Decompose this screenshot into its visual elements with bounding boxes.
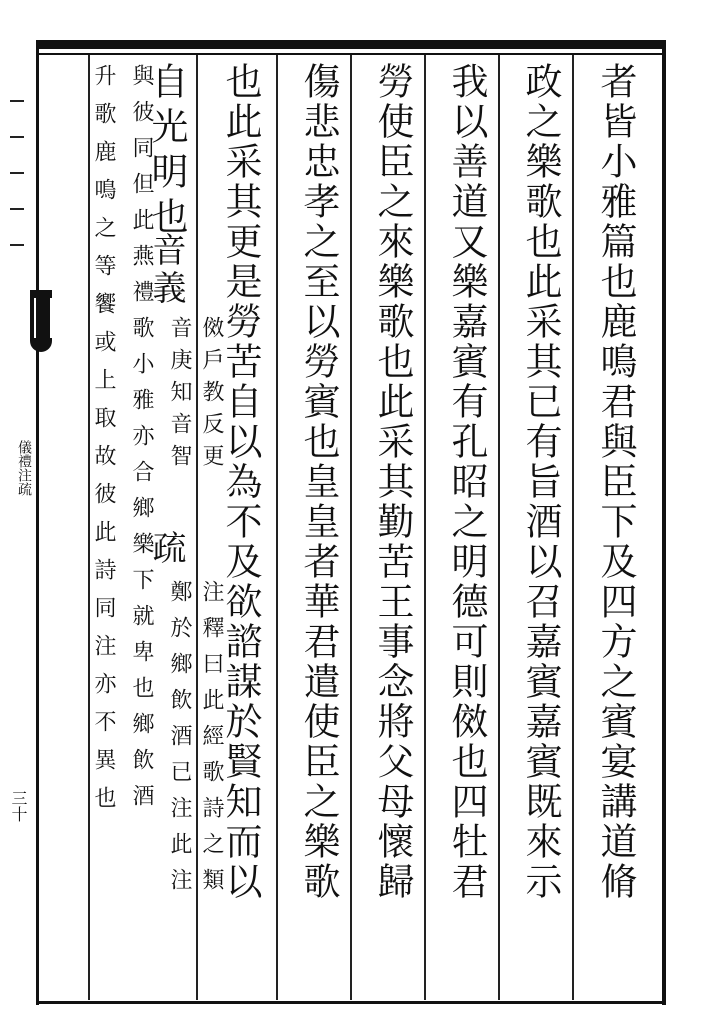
text-column-4: 勞使臣之來樂歌也此采其勤苦王事念將父母懷歸 [371, 62, 414, 902]
fish-tail-mark-icon [30, 290, 52, 352]
left-border [36, 40, 39, 1005]
bottom-border [36, 1001, 666, 1004]
right-border [662, 40, 666, 1005]
text-column-6: 也此采其更是勞苦自以為不及欲諮謀於賢知而以 [219, 62, 262, 902]
column-divider [498, 55, 500, 1000]
column-divider [424, 55, 426, 1000]
text-column-3: 我以善道又樂嘉賓有孔昭之明德可則傚也四牡君 [445, 62, 488, 902]
text-column-7-top: 自光明也 [145, 62, 188, 242]
yinyi-note-left: 音庚知音智 [167, 316, 192, 476]
margin-ticks [8, 100, 28, 300]
shu-note-left: 鄭於鄉飲酒已注此注 [167, 580, 192, 904]
margin-book-title: 儀禮注疏 [16, 440, 32, 496]
text-column-2: 政之樂歌也此采其已有旨酒以召嘉賓嘉賓既來示 [519, 62, 562, 902]
commentary-column-8: 與彼同但此燕禮歌小雅亦合鄉樂下就卑也鄉飲酒 [129, 64, 154, 820]
column-divider [572, 55, 574, 1000]
top-border-thick [36, 40, 666, 49]
margin-page-number: 三十 [9, 790, 28, 822]
text-column-5: 傷悲忠孝之至以勞賓也皇皇者華君遣使臣之樂歌 [297, 62, 340, 902]
yinyi-note-right: 傚戶教反更 [199, 316, 224, 476]
text-column-1: 者皆小雅篇也鹿鳴君與臣下及四方之賓宴講道脩 [594, 62, 637, 902]
yinyi-heading: 音義 [146, 232, 186, 308]
shu-heading: 疏 [146, 530, 186, 567]
commentary-column-9: 升歌鹿鳴之等饗或上取故彼此詩同注亦不異也 [91, 64, 116, 824]
column-divider [350, 55, 352, 1000]
column-divider [276, 55, 278, 1000]
margin-strip [0, 40, 36, 1005]
shu-note-right: 注釋曰此經歌詩之類 [199, 580, 224, 904]
